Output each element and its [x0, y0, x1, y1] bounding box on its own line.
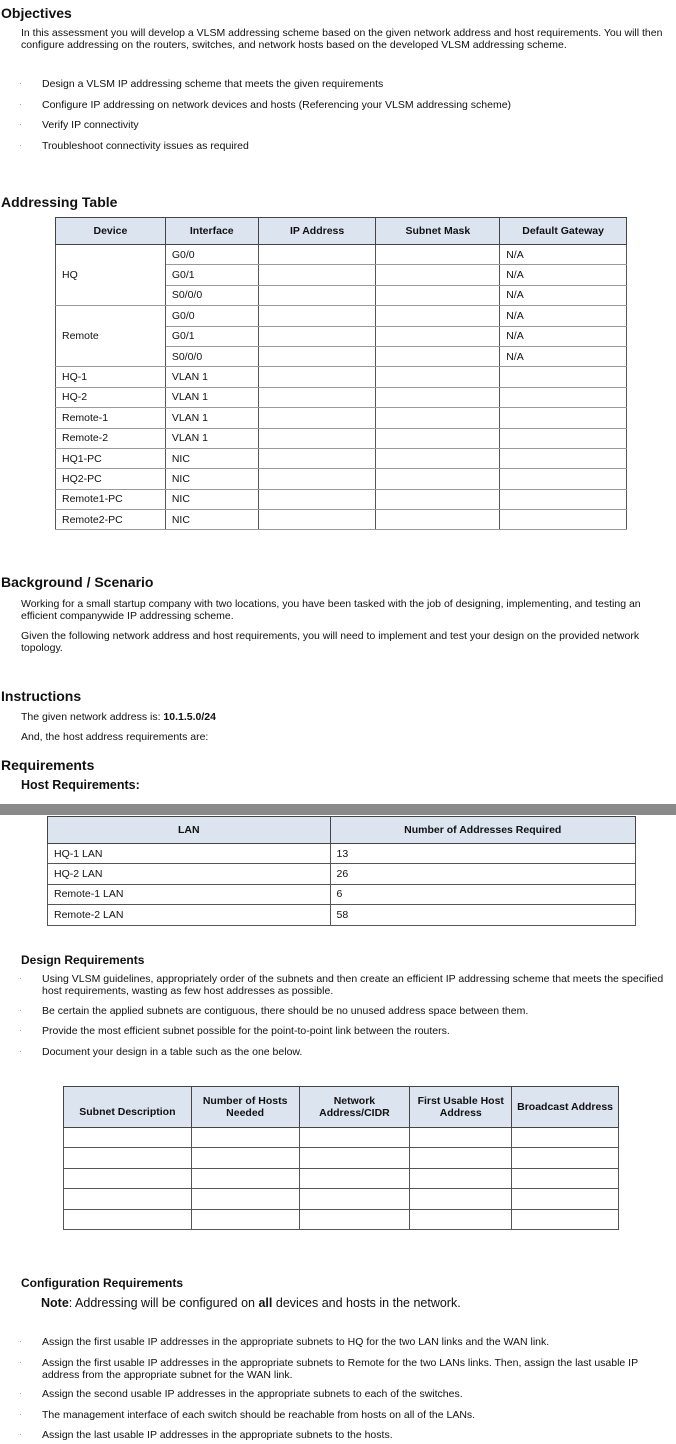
count-cell: 26 — [330, 864, 636, 884]
note-label: Note — [41, 1296, 69, 1310]
background-paragraph-1: Working for a small startup company with two locations, you have been tasked with the job of designing, implementing, and testing an efficient companywide IP addressing scheme. — [21, 598, 641, 622]
lan-cell: Remote-2 LAN — [48, 905, 331, 925]
table-row — [56, 510, 627, 530]
table-row — [56, 306, 627, 326]
interface-cell: NIC — [165, 469, 258, 489]
ip-cell[interactable] — [258, 408, 376, 428]
header-lan: LAN — [48, 817, 331, 844]
given-network-label: The given network address is: — [21, 711, 164, 723]
table-row — [56, 387, 627, 407]
mask-cell[interactable] — [376, 245, 500, 265]
design-cell[interactable] — [512, 1209, 619, 1229]
device-cell: Remote-1 — [56, 408, 166, 428]
design-cell[interactable] — [410, 1168, 512, 1188]
ip-cell[interactable] — [258, 428, 376, 448]
design-cell[interactable] — [299, 1209, 410, 1229]
gateway-cell: N/A — [500, 346, 627, 366]
list-item: · Be certain the applied subnets are contiguous, there should be no unused address space between them. — [19, 1004, 529, 1017]
device-cell: Remote2-PC — [56, 510, 166, 530]
config-note — [41, 1296, 461, 1310]
interface-cell: S0/0/0 — [165, 346, 258, 366]
table-row — [48, 905, 636, 925]
gateway-cell: N/A — [500, 306, 627, 326]
table-row — [56, 367, 627, 387]
interface-cell: NIC — [165, 448, 258, 468]
interface-cell: VLAN 1 — [165, 408, 258, 428]
interface-cell: S0/0/0 — [165, 285, 258, 305]
gateway-cell[interactable] — [500, 510, 627, 530]
table-row — [56, 469, 627, 489]
design-heading: Design Requirements — [21, 953, 145, 967]
ip-cell[interactable] — [258, 245, 376, 265]
design-cell[interactable] — [191, 1128, 299, 1148]
host-requirements-table — [47, 816, 636, 926]
header-first-usable: First Usable Host Address — [410, 1087, 512, 1128]
header-hosts-needed: Number of Hosts Needed — [191, 1087, 299, 1128]
ip-cell[interactable] — [258, 346, 376, 366]
objectives-paragraph: In this assessment you will develop a VLSM addressing scheme based on the given network address and host requirements. You will then configure addressing on the routers, switches, and network hosts based on the developed VLSM addressing scheme. — [21, 27, 663, 51]
objectives-heading: Objectives — [1, 5, 72, 21]
gateway-cell[interactable] — [500, 408, 627, 428]
list-item: · Verify IP connectivity — [19, 119, 139, 131]
design-cell[interactable] — [299, 1168, 410, 1188]
mask-cell[interactable] — [376, 387, 500, 407]
mask-cell[interactable] — [376, 265, 500, 285]
table-row — [56, 489, 627, 509]
host-requirements-heading: Host Requirements: — [21, 778, 140, 792]
device-cell: HQ1-PC — [56, 448, 166, 468]
header-network-cidr: Network Address/CIDR — [299, 1087, 410, 1128]
device-cell: Remote — [56, 306, 166, 367]
list-item: · Configure IP addressing on network devices and hosts (Referencing your VLSM addressing scheme) — [19, 98, 512, 111]
design-cell[interactable] — [299, 1148, 410, 1168]
table-row — [48, 844, 636, 864]
ip-cell[interactable] — [258, 326, 376, 346]
design-cell[interactable] — [512, 1168, 619, 1188]
header-broadcast: Broadcast Address — [512, 1087, 619, 1128]
table-row — [48, 864, 636, 884]
interface-cell: NIC — [165, 510, 258, 530]
design-cell[interactable] — [410, 1148, 512, 1168]
design-cell[interactable] — [299, 1128, 410, 1148]
count-cell: 58 — [330, 905, 636, 925]
gateway-cell[interactable] — [500, 448, 627, 468]
note-bold: all — [258, 1296, 273, 1310]
list-item: · Design a VLSM IP addressing scheme that meets the given requirements — [19, 78, 384, 90]
design-cell[interactable] — [191, 1209, 299, 1229]
header-ip-address: IP Address — [258, 218, 376, 245]
ip-cell[interactable] — [258, 306, 376, 326]
given-network-value: 10.1.5.0/24 — [163, 711, 216, 723]
mask-cell[interactable] — [376, 428, 500, 448]
design-cell[interactable] — [410, 1189, 512, 1209]
mask-cell[interactable] — [376, 346, 500, 366]
count-cell: 13 — [330, 844, 636, 864]
interface-cell: G0/0 — [165, 306, 258, 326]
mask-cell[interactable] — [376, 489, 500, 509]
note-text-a: : Addressing will be configured on — [68, 1296, 259, 1310]
ip-cell[interactable] — [258, 469, 376, 489]
lan-cell: HQ-2 LAN — [48, 864, 331, 884]
interface-cell: VLAN 1 — [165, 387, 258, 407]
interface-cell: G0/1 — [165, 326, 258, 346]
design-cell[interactable] — [64, 1128, 192, 1148]
interface-cell: VLAN 1 — [165, 367, 258, 387]
mask-cell[interactable] — [376, 510, 500, 530]
design-cell[interactable] — [64, 1168, 192, 1188]
list-item: · The management interface of each switch should be reachable from hosts on all of the LANs. — [19, 1408, 476, 1421]
background-paragraph-2: Given the following network address and host requirements, you will need to implement and test your design on the provided network topology. — [21, 630, 640, 654]
device-cell: HQ-2 — [56, 387, 166, 407]
gateway-cell[interactable] — [500, 387, 627, 407]
mask-cell[interactable] — [376, 408, 500, 428]
ip-cell[interactable] — [258, 510, 376, 530]
device-cell: Remote-2 — [56, 428, 166, 448]
mask-cell[interactable] — [376, 326, 500, 346]
design-list — [0, 973, 676, 1058]
design-cell[interactable] — [410, 1209, 512, 1229]
requirements-heading: Requirements — [1, 757, 95, 773]
gateway-cell[interactable] — [500, 428, 627, 448]
design-cell[interactable] — [512, 1148, 619, 1168]
header-device: Device — [56, 218, 166, 245]
device-cell: HQ — [56, 245, 166, 306]
design-cell[interactable] — [299, 1189, 410, 1209]
lan-cell: HQ-1 LAN — [48, 844, 331, 864]
table-row — [64, 1209, 619, 1229]
interface-cell: G0/1 — [165, 265, 258, 285]
section-divider — [0, 804, 676, 815]
gateway-cell[interactable] — [500, 367, 627, 387]
objectives-list — [0, 78, 511, 152]
mask-cell[interactable] — [376, 285, 500, 305]
table-row — [56, 428, 627, 448]
design-cell[interactable] — [191, 1189, 299, 1209]
mask-cell[interactable] — [376, 448, 500, 468]
list-item: · Assign the first usable IP addresses in the appropriate subnets to HQ for the two LAN links and the WAN link. — [19, 1336, 550, 1348]
note-text-b: devices and hosts in the network. — [272, 1296, 461, 1310]
gateway-cell: N/A — [500, 326, 627, 346]
ip-cell[interactable] — [258, 387, 376, 407]
instructions-heading: Instructions — [1, 688, 82, 704]
gateway-cell[interactable] — [500, 469, 627, 489]
design-cell[interactable] — [512, 1128, 619, 1148]
design-cell[interactable] — [64, 1209, 192, 1229]
design-cell[interactable] — [64, 1148, 192, 1168]
table-row — [64, 1128, 619, 1148]
ip-cell[interactable] — [258, 489, 376, 509]
ip-cell[interactable] — [258, 265, 376, 285]
interface-cell: NIC — [165, 489, 258, 509]
ip-cell[interactable] — [258, 448, 376, 468]
header-subnet-description: Subnet Description — [64, 1087, 192, 1128]
config-heading: Configuration Requirements — [21, 1276, 184, 1290]
list-item: · Assign the second usable IP addresses in the appropriate subnets to each of the switches. — [19, 1388, 463, 1400]
addressing-table — [55, 217, 627, 530]
gateway-cell: N/A — [500, 285, 627, 305]
mask-cell[interactable] — [376, 469, 500, 489]
header-default-gateway: Default Gateway — [500, 218, 627, 245]
table-row — [56, 448, 627, 468]
gateway-cell: N/A — [500, 245, 627, 265]
device-cell: HQ2-PC — [56, 469, 166, 489]
list-item: · Assign the first usable IP addresses in the appropriate subnets to Remote for the two LANs links. Then, assign the last usable IP address from the appropriate subnet for the WAN link. — [19, 1356, 638, 1381]
mask-cell[interactable] — [376, 367, 500, 387]
header-subnet-mask: Subnet Mask — [376, 218, 500, 245]
table-row — [56, 245, 627, 265]
background-heading: Background / Scenario — [1, 574, 154, 590]
table-row — [48, 884, 636, 904]
list-item: · Troubleshoot connectivity issues as required — [19, 139, 249, 152]
host-requirements-line: And, the host address requirements are: — [21, 731, 209, 743]
design-cell[interactable] — [410, 1128, 512, 1148]
header-addresses-required: Number of Addresses Required — [330, 817, 636, 844]
design-cell[interactable] — [191, 1168, 299, 1188]
config-list — [0, 1336, 676, 1441]
device-cell: HQ-1 — [56, 367, 166, 387]
device-cell: Remote1-PC — [56, 489, 166, 509]
table-row — [64, 1168, 619, 1188]
list-item: · Document your design in a table such as the one below. — [19, 1045, 303, 1058]
ip-cell[interactable] — [258, 367, 376, 387]
count-cell: 6 — [330, 884, 636, 904]
ip-cell[interactable] — [258, 285, 376, 305]
gateway-cell[interactable] — [500, 489, 627, 509]
interface-cell: VLAN 1 — [165, 428, 258, 448]
header-interface: Interface — [165, 218, 258, 245]
list-item: · Using VLSM guidelines, appropriately order of the subnets and then create an efficient IP addressing scheme that meets the specified host requirements, wasting as few host addresses as possible. — [19, 973, 664, 997]
design-cell[interactable] — [64, 1189, 192, 1209]
table-row — [64, 1148, 619, 1168]
lan-cell: Remote-1 LAN — [48, 884, 331, 904]
given-network-line — [21, 711, 676, 723]
table-row — [64, 1189, 619, 1209]
list-item: · Assign the last usable IP addresses in the appropriate subnets to the hosts. — [19, 1429, 393, 1441]
mask-cell[interactable] — [376, 306, 500, 326]
design-cell[interactable] — [512, 1189, 619, 1209]
table-row — [56, 408, 627, 428]
addressing-heading: Addressing Table — [1, 194, 118, 210]
design-cell[interactable] — [191, 1148, 299, 1168]
list-item: · Provide the most efficient subnet possible for the point-to-point link between the routers. — [19, 1025, 450, 1037]
interface-cell: G0/0 — [165, 245, 258, 265]
design-table — [63, 1086, 619, 1230]
gateway-cell: N/A — [500, 265, 627, 285]
